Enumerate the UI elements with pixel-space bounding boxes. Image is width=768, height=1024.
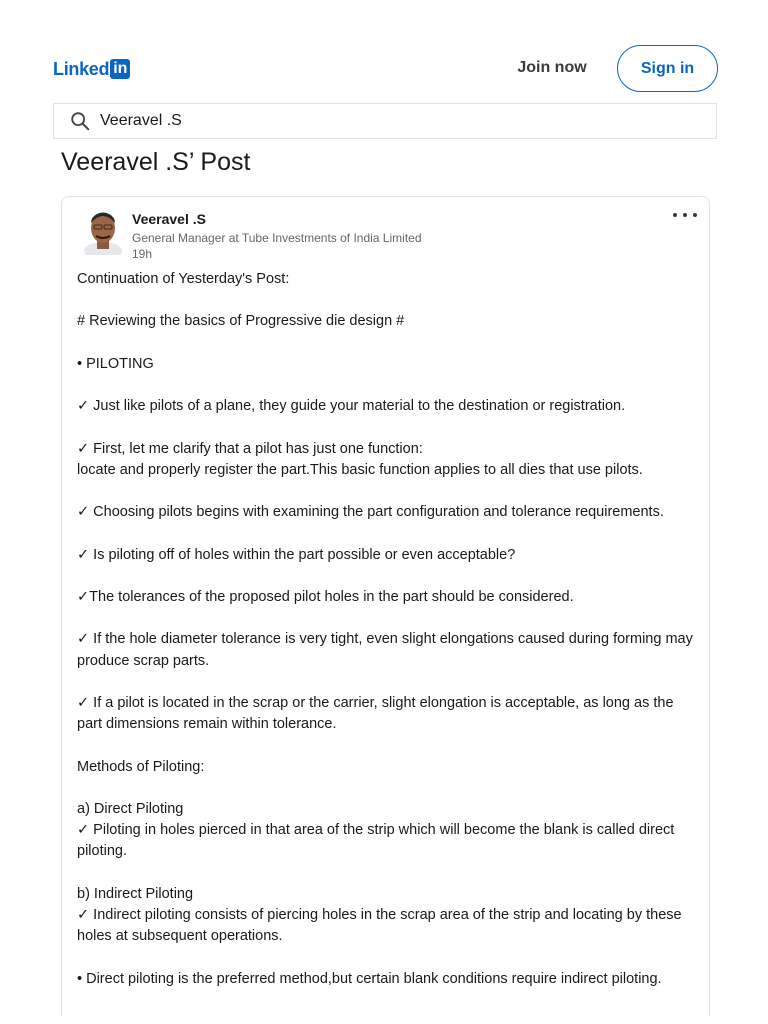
post-line: ✓ Just like pilots of a plane, they guide your material to the destination or registration. xyxy=(77,398,626,415)
post-paragraph xyxy=(77,545,702,566)
post-line: ✓ Choosing pilots begins with examining the part configuration and tolerance requirements. xyxy=(77,504,664,521)
post-paragraph xyxy=(77,354,702,375)
search-bar xyxy=(53,103,717,139)
search-input[interactable] xyxy=(100,112,700,130)
post-paragraph xyxy=(77,969,702,990)
more-options-icon[interactable] xyxy=(671,207,699,223)
post-line: ✓ Indirect piloting consists of piercing holes in the scrap area of the strip and locating by these holes at subsequent operations. xyxy=(77,906,682,945)
post-card xyxy=(61,196,710,1016)
post-line: Methods of Piloting: xyxy=(77,758,205,775)
top-header xyxy=(0,44,768,94)
post-line: ✓The tolerances of the proposed pilot holes in the part should be considered. xyxy=(77,588,574,605)
post-line: ✓ Is piloting off of holes within the part possible or even acceptable? xyxy=(77,546,516,563)
sign-in-button[interactable]: Sign in xyxy=(617,45,718,92)
post-line: Continuation of Yesterday's Post: xyxy=(77,271,290,287)
post-paragraph xyxy=(77,587,702,608)
post-line: # Reviewing the basics of Progressive die design # xyxy=(77,313,405,330)
author-headline: General Manager at Tube Investments of India Limited xyxy=(132,231,422,245)
search-icon[interactable] xyxy=(68,109,92,133)
post-time: 19h xyxy=(132,247,153,261)
post-paragraph xyxy=(77,439,702,481)
post-line: • PILOTING xyxy=(77,355,154,372)
author-name[interactable]: Veeravel .S xyxy=(132,211,206,227)
post-paragraph xyxy=(77,757,702,778)
post-line: • Direct piloting is the preferred method,but certain blank conditions require indirect piloting. xyxy=(77,970,662,987)
post-paragraph xyxy=(77,799,702,863)
logo-wordmark: Linked xyxy=(53,58,110,79)
post-line: locate and properly register the part.This basic function applies to all dies that use pilots. xyxy=(77,461,643,478)
post-paragraph xyxy=(77,884,702,948)
post-paragraph xyxy=(77,502,702,523)
post-line: ✓ If the hole diameter tolerance is very tight, even slight elongations caused during forming may produce scrap parts. xyxy=(77,631,693,669)
post-line: ✓ Piloting in holes pierced in that area of the strip which will become the blank is called direct piloting. xyxy=(77,822,675,860)
post-line: ✓ First, let me clarify that a pilot has just one function: xyxy=(77,440,423,457)
dot xyxy=(693,213,697,217)
dot xyxy=(673,213,677,217)
post-paragraph xyxy=(77,693,702,735)
page-title: Veeravel .S’ Post xyxy=(61,148,251,176)
dot xyxy=(683,213,687,217)
post-line: b) Indirect Piloting xyxy=(77,885,194,902)
post-body xyxy=(77,269,702,1011)
join-now-button[interactable]: Join now xyxy=(500,44,604,92)
post-paragraph xyxy=(77,629,702,671)
post-paragraph xyxy=(77,311,702,332)
avatar[interactable] xyxy=(82,209,124,255)
post-line: ✓ If a pilot is located in the scrap or the carrier, slight elongation is acceptable, as long as the part dimensions remain within tolerance. xyxy=(77,694,674,733)
post-paragraph xyxy=(77,269,702,290)
logo-in-box: in xyxy=(110,59,130,79)
post-line: a) Direct Piloting xyxy=(77,800,184,817)
linkedin-logo[interactable] xyxy=(53,58,130,80)
post-paragraph xyxy=(77,396,702,417)
